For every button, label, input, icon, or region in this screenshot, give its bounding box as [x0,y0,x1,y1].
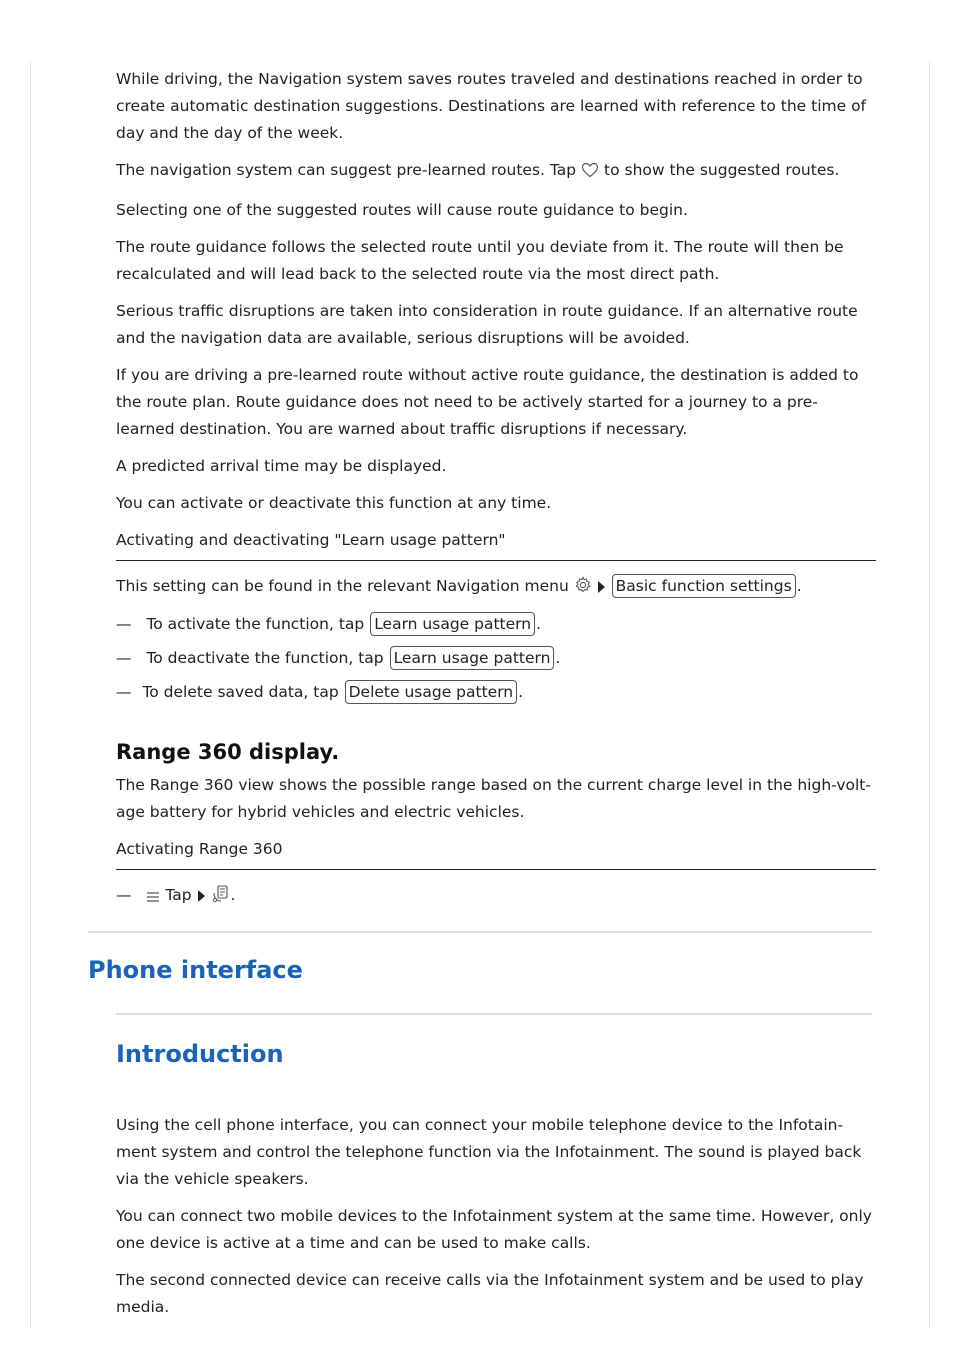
deactivate-step: — To deactivate the function, tap Learn usage pattern . [116,645,876,672]
gear-icon[interactable] [574,576,592,603]
page-border-left [30,62,31,1328]
range-step: — Tap . [116,882,876,912]
paragraph-traffic: Serious traffic disruptions are taken into consideration in route guidance. If an alternative route and the navigation data are available, serious disruptions will be avoided. [116,302,858,347]
delete-step: — To delete saved data, tap Delete usage pattern . [116,679,876,706]
phone-interface-section [116,1112,876,1331]
introduction-title: Introduction [116,1040,284,1068]
paragraph-suggest: The navigation system can suggest pre-learned routes. Tap to show the suggested routes. [116,157,876,187]
range-360-icon[interactable] [211,883,231,912]
learn-usage-pattern-button[interactable]: Learn usage pattern [370,612,535,636]
paragraph-select-route: Selecting one of the suggested routes will cause route guidance to begin. [116,201,688,219]
activating-range-heading: Activating Range 360 [116,836,876,870]
basic-function-settings-button[interactable]: Basic function settings [612,574,796,598]
paragraph-phone-connect: Using the cell phone interface, you can connect your mobile telephone device to the Infotain-ment system and control the telephone function via the Infotainment. The sound is played back via the vehicle speakers. [116,1116,862,1188]
delete-usage-pattern-button[interactable]: Delete usage pattern [345,680,518,704]
learn-usage-heading: Activating and deactivating "Learn usage pattern" [116,527,876,561]
section-divider [88,931,872,933]
heart-icon[interactable] [581,160,599,187]
paragraph-two-devices: You can connect two mobile devices to the Infotainment system at the same time. However, only one device is active at a time and can be used to make calls. [116,1207,872,1252]
paragraph-second-device: The second connected device can receive calls via the Infotainment system and be used to play media. [116,1271,864,1316]
paragraph-learning: While driving, the Navigation system saves routes traveled and destinations reached in order to create automatic destination suggestions. Destinations are learned with reference to the time of day and the day of the week. [116,70,867,142]
subsection-divider [116,1013,872,1015]
paragraph-route-guidance: The route guidance follows the selected route until you deviate from it. The route will then be recalculated and will lead back to the selected route via the most direct path. [116,238,844,283]
range-360-description: The Range 360 view shows the possible range based on the current charge level in the high-volt-age battery for hybrid vehicles and electric vehicles. [116,776,871,821]
menu-icon[interactable] [146,885,160,912]
setting-location: This setting can be found in the relevant Navigation menu Basic function settings . [116,573,876,603]
page-border-right [929,62,930,1328]
phone-interface-title: Phone interface [88,956,303,984]
navigation-section [116,66,876,919]
arrow-right-icon [597,576,606,603]
arrow-right-icon [197,885,206,912]
activate-step: — To activate the function, tap Learn usage pattern . [116,611,876,638]
range-360-title: Range 360 display. [116,740,340,764]
paragraph-pre-learned: If you are driving a pre-learned route without active route guidance, the destination is added to the route plan. Route guidance does not need to be actively started for a journey to a pre-learned destination. You are warned about traffic disruptions if necessary. [116,366,859,438]
learn-usage-pattern-button-deactivate[interactable]: Learn usage pattern [390,646,555,670]
paragraph-arrival-time: A predicted arrival time may be displayed. [116,457,447,475]
paragraph-activate-any-time: You can activate or deactivate this function at any time. [116,494,552,512]
